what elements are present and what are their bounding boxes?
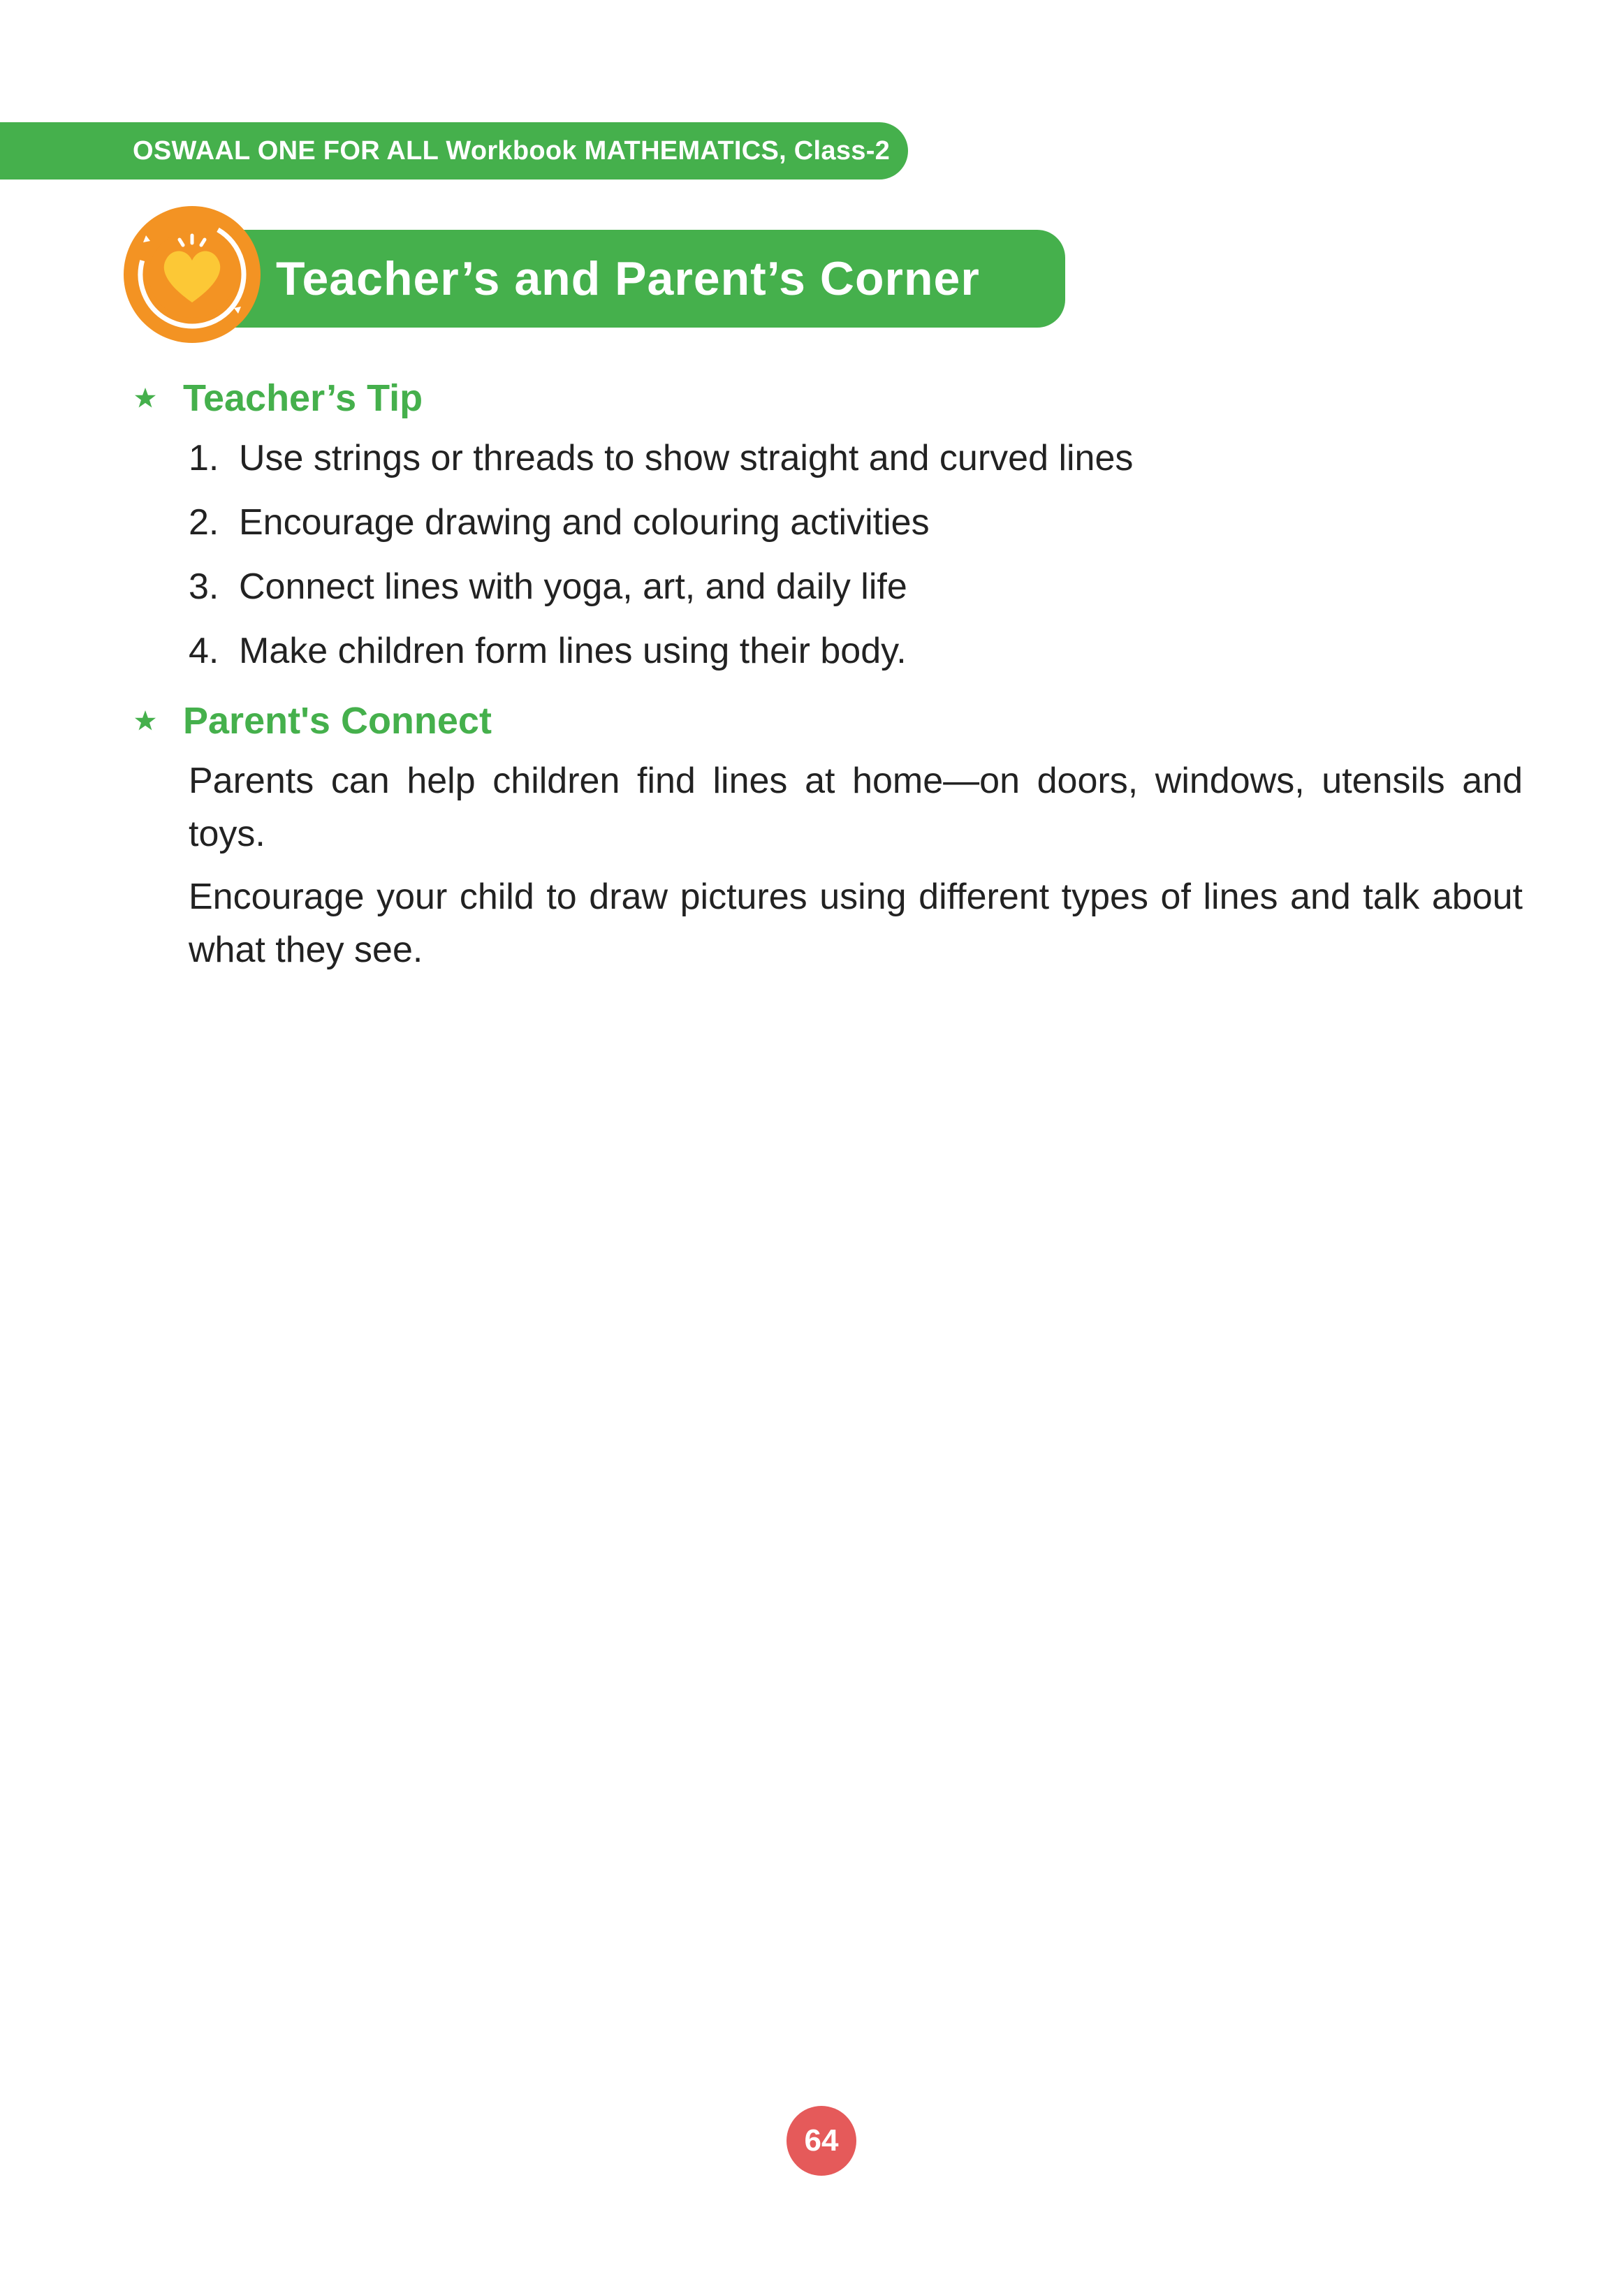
- title-text: Teacher’s and Parent’s Corner: [276, 252, 980, 305]
- parents-connect-section: [133, 693, 1523, 986]
- section-title: [122, 205, 1072, 344]
- list-item-text: Make children form lines using their body.: [239, 631, 907, 671]
- parents-connect-title: Parent's Connect: [183, 700, 492, 742]
- page-number: 64: [787, 2106, 856, 2176]
- header-title: OSWAAL ONE FOR ALL Workbook MATHEMATICS, Class-2: [133, 136, 891, 166]
- parents-connect-paragraph: Parents can help children find lines at home—on doors, windows, utensils and toys.: [189, 761, 1523, 854]
- list-item-number: 4.: [189, 631, 219, 671]
- list-item: [189, 619, 1523, 683]
- list-item-text: Use strings or threads to show straight and curved lines: [239, 438, 1134, 478]
- list-item: [189, 426, 1523, 490]
- teachers-tip-heading: [133, 370, 1523, 426]
- header-band: [0, 122, 908, 180]
- list-item: [189, 490, 1523, 555]
- list-item: [189, 555, 1523, 619]
- list-item-text: Encourage drawing and colouring activities: [239, 502, 930, 543]
- list-item-number: 1.: [189, 438, 219, 478]
- teachers-tip-section: [133, 370, 1523, 683]
- parents-connect-paragraph: Encourage your child to draw pictures using different types of lines and talk about what they see.: [189, 877, 1523, 970]
- star-icon: [133, 708, 158, 733]
- list-item-number: 2.: [189, 502, 219, 543]
- teachers-tip-list: [189, 426, 1523, 683]
- heart-badge-icon: [122, 205, 262, 344]
- teachers-tip-title: Teacher’s Tip: [183, 377, 423, 419]
- parents-connect-heading: [133, 693, 1523, 749]
- title-bar: [227, 230, 1065, 328]
- list-item-number: 3.: [189, 566, 219, 607]
- star-icon: [133, 386, 158, 411]
- list-item-text: Connect lines with yoga, art, and daily life: [239, 566, 907, 607]
